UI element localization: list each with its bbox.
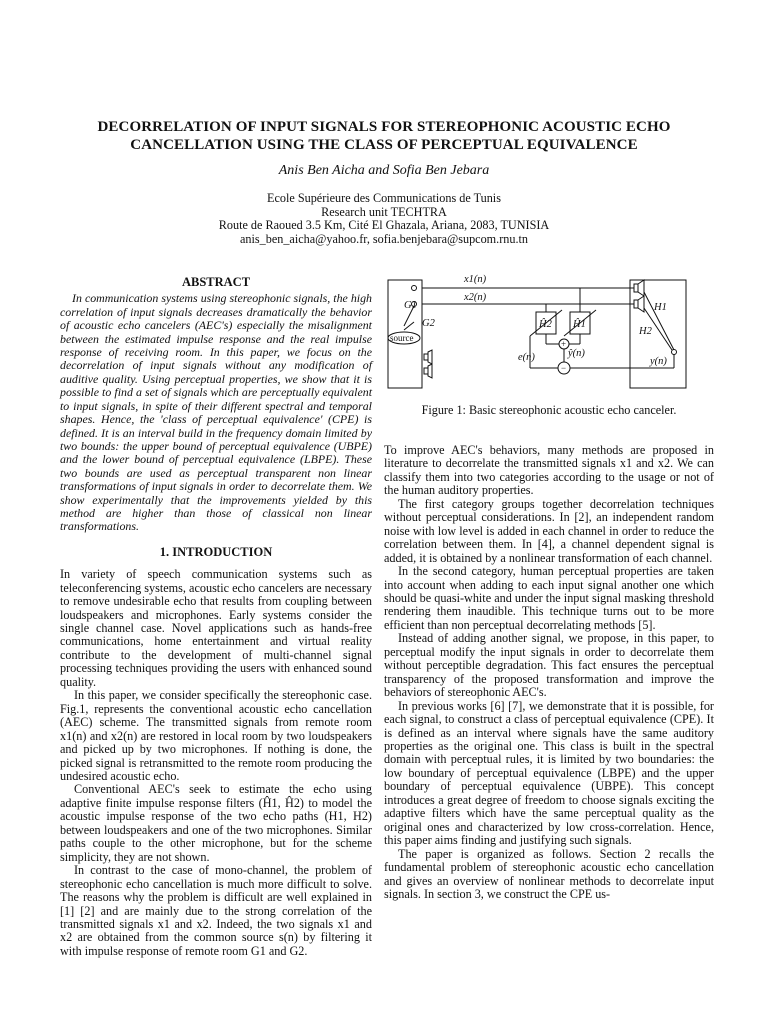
remote-speaker-icon-2 — [428, 364, 432, 378]
remote-speaker-icon-1 — [428, 350, 432, 364]
paper-title — [40, 118, 728, 154]
title-line-1: DECORRELATION OF INPUT SIGNALS FOR STEREOPHONIC ACOUSTIC ECHO — [97, 119, 671, 135]
h1-acoustic-path — [644, 292, 674, 350]
introduction-heading: 1. INTRODUCTION — [159, 544, 273, 559]
intro-paragraph-1: In variety of speech communication systems such as teleconferencing systems, acoustic echo cancelers are necessary to remove undesirable echo that results from coupling between loudspeakers and microphones. Early systems consider the single channel case. Novel applications such as hands-free communications, home entertainment and virtual reality contribute to the development of multi-channel signal processing techniques providing the users with enhanced sound quality. — [60, 567, 372, 689]
label-h1: H1 — [654, 302, 667, 313]
intro-paragraph-4: In contrast to the case of mono-channel, the problem of stereophonic echo cancellation is much more difficult to solve. The reasons why the problem is difficult are well explained in [1] [2] and are mainly due to the strong correlation of the transmitted signals x1 and x2. Indeed, the two signals x1 and x2 are obtained from the common source s(n) by filtering it with impulse response of remote room G1 and G2. — [60, 863, 372, 958]
x1-terminal — [412, 286, 417, 291]
remote-mic-icon — [424, 354, 428, 360]
affiliation-unit: Research unit TECHTRA — [321, 204, 447, 219]
affiliation-emails: anis_ben_aicha@yahoo.fr, sofia.benjebara@supcom.rnu.tn — [240, 231, 528, 246]
local-speaker-body-1 — [634, 284, 638, 292]
abstract-text: In communication systems using stereophonic signals, the high correlation of input signals decreases dramatically the behavior of acoustic echo cancelers (AEC's) especially the misalignment between the estimated impulse response and the real impulse response of receiving room. In this paper, we focus on the decorrelation of input signals without any modification of auditive quality. Using perceptual properties, we show that it is possible to find a set of signals which are perceptually equivalent to input signals, in spite of their different spectral and temporal shapes. Hence, the 'class of perceptual equivalence' (CPE) is defined. It is an interval build in the frequency domain limited by two bounds: the upper bound of perceptual equivalence (UBPE) and the lower bound of perceptual equivalence (LBPE). These two bounds are used as perceptual transparent non linear transformations of input signals in order to decorrelate them. We show experimentally that the improvements yielded by this method are higher than those of classical non linear transformations. — [60, 291, 372, 534]
label-plus: + — [561, 339, 567, 349]
label-yhat: ŷ(n) — [568, 348, 585, 359]
right-paragraph-3: In the second category, human perceptual properties are taken into account when adding to each input signal another one which should be quasi-white and under the input signal masking threshold rendering them inaudible. This technique turns out to be more efficient than non perceptual decorrelating methods [5]. — [384, 564, 714, 632]
label-source: source — [390, 333, 414, 343]
right-paragraph-5: In previous works [6] [7], we demonstrate that it is possible, for each signal, to construct a class of perceptual equivalence (CPE). It is defined as an interval where signals have the same auditory properties as the original one. This class is built in the spectral domain with perceptual rules, it is limited by two boundaries: the low boundary of perceptual equivalence (LBPE) and the upper boundary of perceptual equivalence (UBPE). This concept introduces a great degree of freedom to choose signals exciting the adaptive filters which have the same perceptual quality as the original ones and characterized by low cross-correlation. Hence, this paper aims finding and justifying such signals. — [384, 698, 714, 848]
label-g2: G2 — [422, 318, 435, 329]
local-speaker-cone-2 — [638, 296, 644, 312]
right-column — [384, 444, 714, 901]
figure-caption: Figure 1: Basic stereophonic acoustic echo canceler. — [421, 403, 677, 417]
intro-paragraph-3: Conventional AEC's seek to estimate the echo using adaptive finite impulse response filters (Ĥ1, Ĥ2) to model the acoustic impulse response of the two echo paths (H1, H2) between loudspeakers and one of the two microphones. Similar paths couple to the other microphone, but for the scheme simplicity, they are not shown. — [60, 782, 372, 864]
label-x1: x1(n) — [464, 274, 487, 285]
local-speaker-cone-1 — [638, 280, 644, 296]
right-paragraph-6: The paper is organized as follows. Section 2 recalls the fundamental problem of stereophonic acoustic echo cancellation and gives an overview of nonlinear methods to decorrelate input signals. In section 3, we construct the CPE us- — [384, 846, 714, 901]
right-paragraph-1: To improve AEC's behaviors, many methods are proposed in literature to decorrelate the transmitted signals x1 and x2. We can classify them into two categories according to the usage or not of the human auditory properties. — [384, 443, 714, 498]
local-speaker-body-2 — [634, 300, 638, 308]
affiliation-block — [40, 192, 728, 246]
label-h1hat: Ĥ1 — [573, 319, 586, 330]
label-h2hat: Ĥ2 — [539, 319, 552, 330]
label-minus: − — [561, 363, 567, 373]
affiliation-address: Route de Raoued 3.5 Km, Cité El Ghazala, Ariana, 2083, TUNISIA — [218, 218, 550, 232]
abstract-heading: ABSTRACT — [181, 275, 251, 289]
title-line-2: CANCELLATION USING THE CLASS OF PERCEPTUAL EQUIVALENCE — [130, 137, 638, 153]
label-x2: x2(n) — [464, 292, 487, 303]
intro-paragraph-2: In this paper, we consider specifically the stereophonic case. Fig.1, represents the conventional acoustic echo cancellation (AEC) scheme. The transmitted signals from remote room x1(n) and x2(n) are restored in local room by two loudspeakers and picked up by two microphones. If nothing is done, the picked signal is retransmitted to the remote room producing the undesired acoustic echo. — [60, 688, 372, 784]
label-yn: y(n) — [650, 356, 667, 367]
label-en: e(n) — [518, 352, 535, 363]
remote-mic-icon-2 — [424, 368, 428, 374]
local-microphone — [672, 350, 677, 355]
label-g1: G1 — [404, 300, 417, 311]
left-column — [60, 276, 372, 958]
right-paragraph-2: The first category groups together decorrelation techniques without perceptual considerations. In [2], an independent random noise with low level is added in each channel in order to reduce the correlation between them. In [4], a channel dependent signal is added, it is obtained by a nonlinear transformation of each channel. — [384, 496, 714, 565]
right-paragraph-4: Instead of adding another signal, we propose, in this paper, to perceptual modify the input signals in order to decorrelate them without perceptible degradation. This fact ensures the perceptual transparency of the proposed transformation and improve the behaviors of stereophonic AEC's. — [384, 631, 714, 700]
label-h2: H2 — [639, 326, 652, 337]
aec-block-diagram — [384, 270, 714, 410]
affiliation-school: Ecole Supérieure des Communications de Tunis — [267, 191, 501, 205]
author-names: Anis Ben Aicha and Sofia Ben Jebara — [278, 163, 490, 178]
